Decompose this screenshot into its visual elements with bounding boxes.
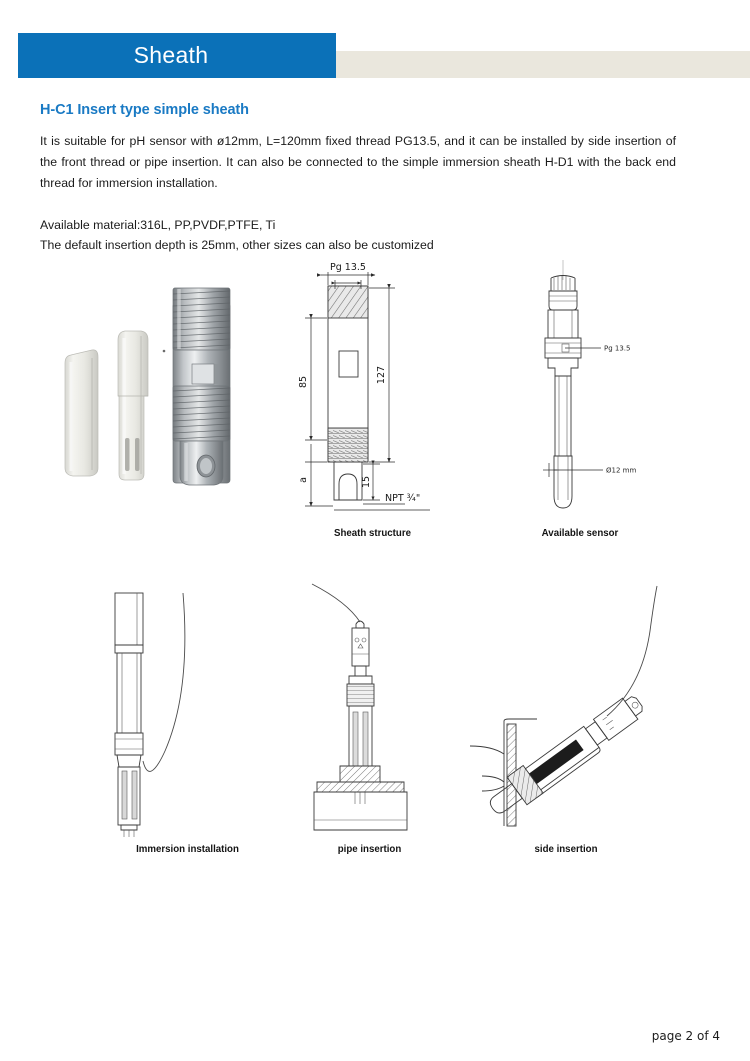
immersion-probe: [115, 593, 185, 837]
header-blue-block: [18, 33, 336, 78]
header-beige-bar: [330, 51, 750, 78]
pipe-insertion-figure: [292, 574, 447, 855]
description-paragraph: It is suitable for pH sensor with ø12mm, L=120mm fixed thread PG13.5, and it can be installed by side insertion of the front thread or pipe insertion. It can also be connected to the simple immersion sheath H-D1 with the back end thread for immersion installation.: [40, 134, 676, 191]
product-photo-figure: [40, 278, 280, 508]
sensor-label-dia: [543, 463, 636, 477]
page-title: Sheath: [133, 42, 209, 68]
immersion-caption: Immersion installation: [136, 844, 239, 855]
specs-block: [40, 216, 676, 256]
dimension-label-85: 85: [298, 375, 309, 389]
structure-body: [328, 286, 368, 500]
dimension-label-npt: NPT ¾": [385, 493, 421, 504]
insertion-depth-line: The default insertion depth is 25mm, other sizes can also be customized: [40, 238, 434, 253]
available-sensor-caption: Available sensor: [541, 528, 619, 539]
immersion-cable: [143, 593, 185, 771]
sensor-label-pg: [562, 344, 630, 353]
dimension-label-pg13: Pg 13.5: [330, 262, 366, 273]
sensor-body: [545, 260, 581, 508]
sensor-label-diameter: Ø12 mm: [606, 466, 637, 475]
dimension-label-127: 127: [376, 365, 387, 385]
figure-row-bottom: [0, 566, 750, 866]
material-line: Available material:316L, PP,PVDF,PTFE, Ti: [40, 218, 276, 233]
photo-dot-artifact: [163, 350, 166, 353]
page-footer: page 2 of 4: [651, 1029, 720, 1043]
sheath-structure-figure: [285, 258, 460, 539]
sensor-label-thread: Pg 13.5: [604, 344, 631, 353]
dimension-85: [298, 318, 327, 440]
available-sensor-figure: [505, 258, 655, 539]
pipe-cable: [312, 584, 360, 622]
section-heading: H-C1 Insert type simple sheath: [40, 102, 249, 118]
dimension-15: [361, 464, 380, 500]
dimension-127: [369, 288, 395, 462]
dimension-npt: [334, 493, 430, 510]
photo-part-slotted-body: [118, 331, 148, 480]
sheath-structure-caption: Sheath structure: [334, 528, 411, 539]
side-caption: side insertion: [534, 844, 598, 855]
dimension-label-15: 15: [361, 475, 372, 489]
pipe-tee-fitting: [314, 766, 407, 830]
photo-part-cap: [65, 350, 98, 476]
dimension-label-a: a: [298, 477, 309, 483]
content-block: [40, 102, 676, 256]
page-header: [0, 0, 750, 90]
figure-row-top: [0, 258, 750, 548]
dimension-pg13: [321, 262, 375, 289]
photo-part-metal-sheath: [173, 288, 230, 485]
pipe-caption: pipe insertion: [337, 844, 402, 855]
immersion-installation-figure: [95, 571, 280, 855]
side-insertion-figure: [452, 576, 680, 855]
